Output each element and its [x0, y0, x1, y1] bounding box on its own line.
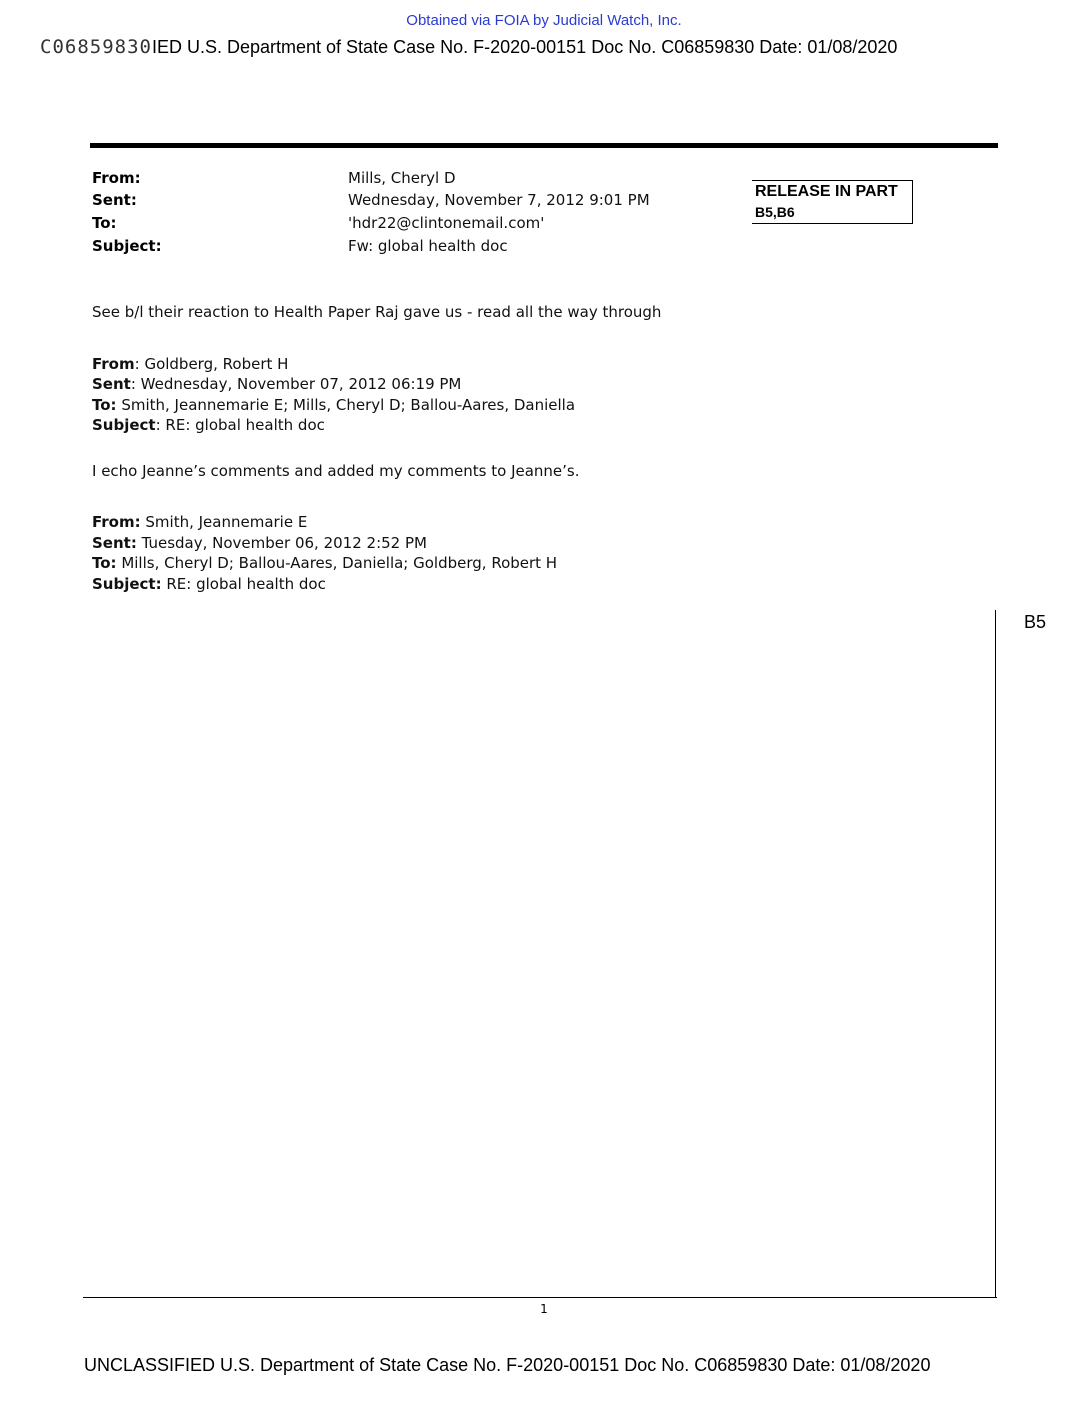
message-2-from — [92, 355, 288, 373]
to-value: 'hdr22@clintonemail.com' — [348, 214, 545, 232]
message-3-subject-label: Subject: — [92, 575, 162, 593]
sent-label: Sent: — [92, 191, 137, 209]
message-2-to-value: Smith, Jeannemarie E; Mills, Cheryl D; Ballou-Aares, Daniella — [116, 396, 576, 414]
message-3-subject — [92, 575, 326, 593]
classification-fragment: IED — [151, 37, 182, 57]
message-3-subject-value: RE: global health doc — [161, 575, 326, 593]
to-label: To: — [92, 214, 117, 232]
message-2-from-value: : Goldberg, Robert H — [134, 355, 289, 373]
message-2-to — [92, 396, 575, 414]
message-3-to — [92, 554, 557, 572]
document-header — [40, 36, 897, 58]
message-2-sent-value: : Wednesday, November 07, 2012 06:19 PM — [130, 375, 462, 393]
release-stamp-codes: B5,B6 — [755, 204, 795, 220]
page-number: 1 — [540, 1302, 548, 1316]
message-3-from-value: Smith, Jeannemarie E — [140, 513, 308, 531]
release-stamp — [752, 180, 913, 224]
footer-divider — [83, 1297, 997, 1298]
from-value: Mills, Cheryl D — [348, 169, 456, 187]
sent-value: Wednesday, November 7, 2012 9:01 PM — [348, 191, 650, 209]
header-divider — [90, 143, 998, 148]
redaction-code: B5 — [1024, 612, 1047, 632]
message-3-from — [92, 513, 307, 531]
doc-id: C06859830 — [40, 36, 152, 58]
message-2-body: I echo Jeanne’s comments and added my comments to Jeanne’s. — [92, 462, 580, 480]
header-case-info: U.S. Department of State Case No. F-2020-00151 Doc No. C06859830 Date: 01/08/2020 — [186, 37, 898, 57]
from-label: From: — [92, 169, 141, 187]
message-3-sent-value: Tuesday, November 06, 2012 2:52 PM — [136, 534, 427, 552]
message-3-from-label: From: — [92, 513, 141, 531]
message-2-sent — [92, 375, 461, 393]
foia-banner: Obtained via FOIA by Judicial Watch, Inc. — [406, 12, 682, 29]
subject-value: Fw: global health doc — [348, 237, 508, 255]
redaction-bracket — [995, 610, 996, 1298]
message-2-subject-value: : RE: global health doc — [155, 416, 325, 434]
message-2-subject-label: Subject — [92, 416, 156, 434]
message-2-subject — [92, 416, 325, 434]
release-stamp-title: RELEASE IN PART — [755, 183, 898, 200]
message-2-from-label: From — [92, 355, 135, 373]
message-1-body: See b/l their reaction to Health Paper Raj gave us - read all the way through — [92, 303, 662, 321]
message-3-sent — [92, 534, 427, 552]
message-3-to-value: Mills, Cheryl D; Ballou-Aares, Daniella; Goldberg, Robert H — [116, 554, 558, 572]
message-3-to-label: To: — [92, 554, 117, 572]
message-3-sent-label: Sent: — [92, 534, 137, 552]
subject-label: Subject: — [92, 237, 162, 255]
document-footer: UNCLASSIFIED U.S. Department of State Case No. F-2020-00151 Doc No. C06859830 Date: 01/08/2020 — [84, 1355, 931, 1375]
message-2-sent-label: Sent — [92, 375, 131, 393]
message-2-to-label: To: — [92, 396, 117, 414]
